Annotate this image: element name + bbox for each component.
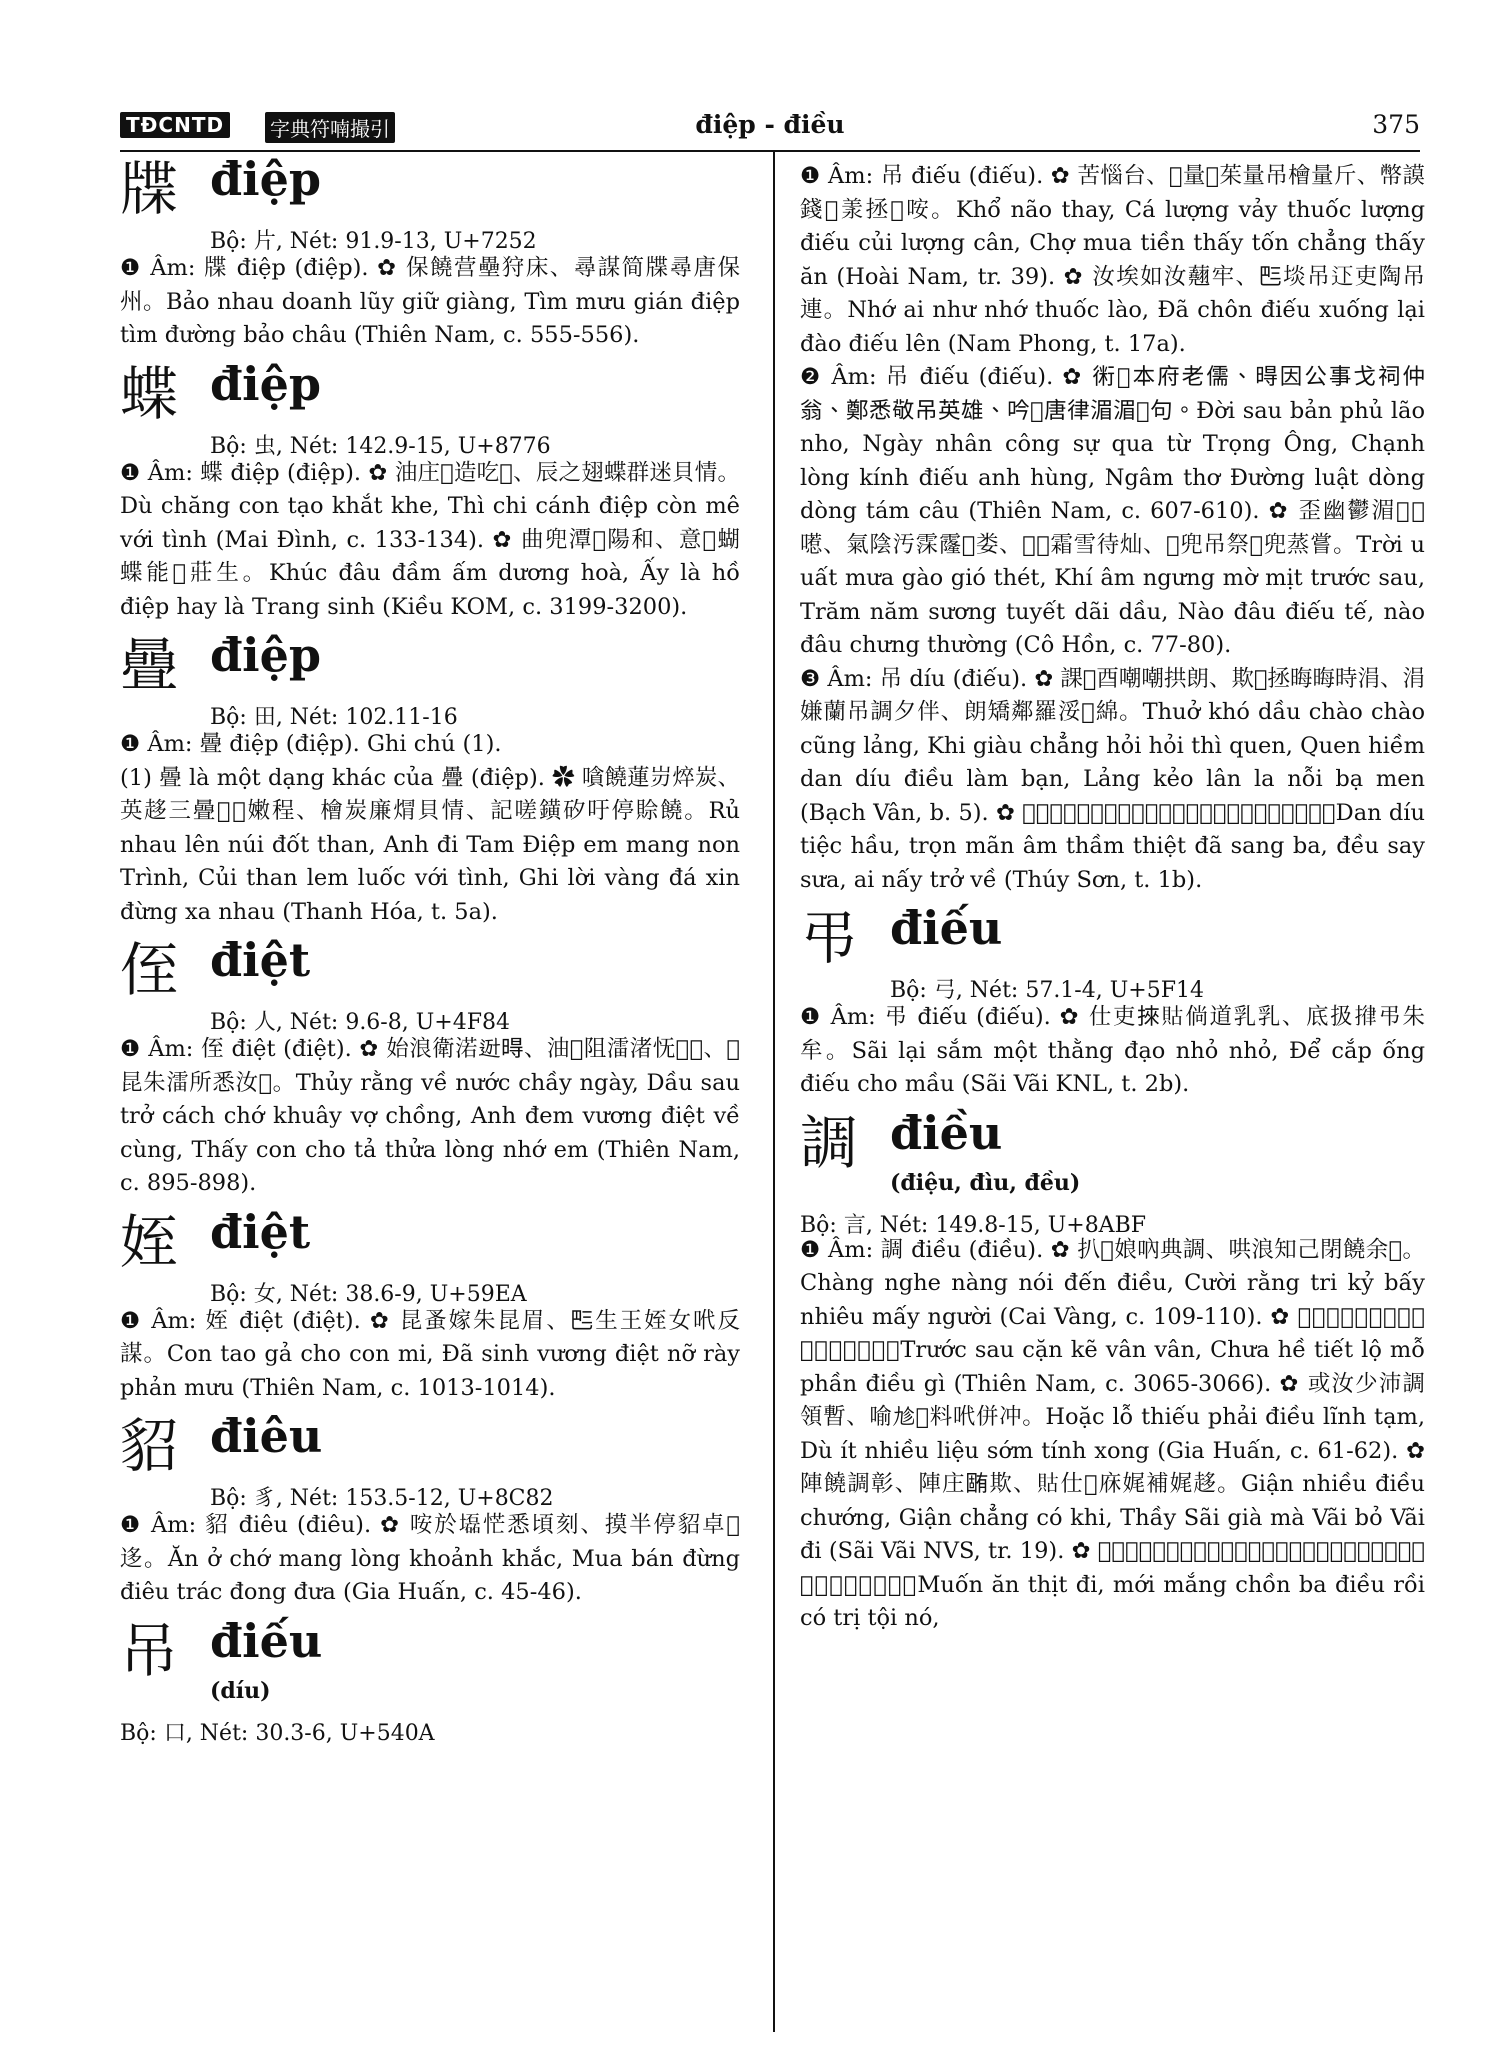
entry-radical-strokes: Bộ: 豸, Nét: 153.5-12, U+8C82 <box>210 1486 554 1511</box>
entry-radical-strokes: Bộ: 口, Nét: 30.3-6, U+540A <box>120 1720 435 1746</box>
running-head: điệp - điều <box>695 110 845 139</box>
entry-paragraph: ❶ Âm: 弔 điếu (điếu). ✿ 仕吏𢯦𧵑倘道乳乳、底扱𢯰弔朱牟。Sãi lại sắm một thằng đạo nhỏ nhỏ, Để cắp ống điếu cho mầu (Sãi Vãi KNL, t. 2b). <box>800 1004 1425 1097</box>
entry-radical-strokes: Bộ: 言, Nét: 149.8-15, U+8ABF <box>800 1212 1147 1238</box>
entry-header <box>120 356 740 459</box>
right-column <box>800 160 1425 1648</box>
dictionary-entry <box>120 1409 740 1610</box>
dictionary-entry <box>120 1204 740 1406</box>
entry-radical-strokes: Bộ: 人, Nét: 9.6-8, U+4F84 <box>210 1010 510 1035</box>
left-column <box>120 152 740 1754</box>
entry-hanzi: 曡 <box>120 631 179 699</box>
dictionary-entry <box>120 933 740 1201</box>
entry-headword: điêu <box>210 1409 323 1463</box>
entry-header <box>120 1613 740 1746</box>
entry-paragraph: ❶ Âm: 蝶 điệp (điệp). ✿ 油庄𢬣造吃𡁡、辰之翅蝶群迷貝情。Dù chăng con tạo khắt khe, Thì chi cánh điệp còn mê với tình (Mai Đình, c. 133-134). ✿ 曲兜潭𪽗陽和、意𢧚蝴蝶能𢧚莊生。Khúc đâu đầm ấm dương hoà, Ấy là hồ điệp hay là Trang sinh (Kiều KOM, c. 3199-3200). <box>120 459 740 620</box>
dictionary-entry <box>120 1613 740 1746</box>
entry-hanzi: 調 <box>800 1108 859 1177</box>
entry-paragraph: ❷ Âm: 吊 điếu (điếu). ✿ 𧗱𥪞本府老儒、𣈜因公事戈祠仲翁、鄭悉敬吊英雄、吟𪡇唐律湄湄𢆥句。Đời sau bản phủ lão nho, Ngày nhân công sự qua từ Trọng Ông, Chạnh lòng kính điếu anh hùng, Ngâm thơ Đường luật dòng dòng tám câu (Thiên Nam, c. 607-610). ✿ 歪幽鬱湄𩅹𩙍㘃、氣陰汚霂霳𤍇娄、𫢩𨑻霜雪待灿、𫢩兜吊祭𫢩兜蒸嘗。Trời u uất mưa gào gió thét, Khí âm ngưng mờ mịt trước sau, Trăm năm sương tuyết dãi dầu, Nào đâu điếu tế, nào đâu chưng thường (Cô Hồn, c. 77-80). <box>800 364 1425 658</box>
entry-hanzi: 姪 <box>120 1207 179 1276</box>
entry-radical-strokes: Bộ: 片, Nét: 91.9-13, U+7252 <box>210 229 537 254</box>
entry-headword: điệt <box>210 933 311 987</box>
dictionary-logo: TĐCNTD <box>120 112 230 138</box>
entry-header <box>120 933 740 1035</box>
entry-paragraph: (1) 曡 là một dạng khác của 疊 (điệp). ✿ 嗿饒蓮岃焠炭、英趍三曡𡛔𢗌嫩程、檜炭廉焨貝情、記嗟鐄矽吁停賒饒。Rủ nhau lên núi đốt than, Anh đi Tam Điệp em mang non Trình, Củi than lem luốc với tình, Ghi lời vàng đá xin đừng xa nhau (Thanh Hóa, t. 5a). <box>120 764 740 925</box>
entry-hanzi: 蝶 <box>120 359 179 428</box>
entry-hanzi: 侄 <box>120 936 179 1004</box>
entry-alt-readings: (điệu, đìu, đều) <box>890 1169 1081 1196</box>
entry-headword: điệt <box>210 1204 311 1259</box>
entry-paragraph: ❶ Âm: 貂 điêu (điêu). ✿ 咹於𡓃恾悉頃刻、摸半停貂卓𢬭迻。Ăn ở chớ mang lòng khoảnh khắc, Mua bán đừng điêu trác đong đưa (Gia Huấn, c. 45-46). <box>120 1512 740 1605</box>
page-number: 375 <box>1372 110 1420 139</box>
entry-radical-strokes: Bộ: 虫, Nét: 142.9-15, U+8776 <box>210 433 551 459</box>
entry-header <box>120 1409 740 1511</box>
entry-paragraph: ❸ Âm: 吊 díu (điếu). ✿ 課𤇮酉嘲嘲拱朗、欺𨇜拯晦晦時涓、涓嫌蘭吊調夕伴、朗矯鄰羅浽𢭄綿。Thuở khó dầu chào chào cũng lảng, Khi giàu chẳng hỏi hỏi thì quen, Quen hiềm dan díu điều làm bạn, Lảng kẻo lân la nỗi bạ men (Bạch Vân, b. 5). ✿ 𫢩吊席侯、論滿阴忱实𠀧𠀧巴、𥚄醝酾、埃乃𠭤術。Dan díu tiệc hầu, trọn mãn âm thầm thiệt đã sang ba, đều say sưa, ai nấy trở về (Thúy Sơn, t. 1b). <box>800 665 1425 893</box>
entry-radical-strokes: Bộ: 弓, Nét: 57.1-4, U+5F14 <box>890 978 1204 1003</box>
dictionary-entry <box>120 152 740 353</box>
entry-paragraph: ❶ Âm: 吊 điếu (điếu). ✿ 苦惱台、𩵜量𢭲茱量吊檜量斤、幣謨錢𧵑羕拯𧵑咹。Khổ não thay, Cá lượng vảy thuốc lượng điếu củi lượng cân, Chợ mua tiền thấy tốn chẳng thấy ăn (Hoài Nam, tr. 39). ✿ 汝埃如汝𧄍牢、𠀧埮吊𨑜吏陶吊連。Nhớ ai như nhớ thuốc lào, Đã chôn điếu xuống lại đào điếu lên (Nam Phong, t. 17a). <box>800 163 1425 357</box>
entry-alt-readings: (díu) <box>210 1677 271 1704</box>
entry-radical-strokes: Bộ: 田, Nét: 102.11-16 <box>210 705 458 730</box>
entry-paragraph: ❶ Âm: 姪 điệt (điệt). ✿ 昆蚤嫁朱昆眉、𠀧生王姪女𠰺反謀。Con tao gả cho con mi, Đã sinh vương điệt nỡ rày phản mưu (Thiên Nam, c. 1013-1014). <box>120 1307 740 1401</box>
entry-headword: điếu <box>210 1613 323 1668</box>
entry-headword: điệp <box>210 356 322 411</box>
entry-headword: điều <box>890 1105 1003 1160</box>
entry-hanzi: 弔 <box>800 904 859 972</box>
dictionary-entry <box>120 356 740 625</box>
dictionary-entry <box>800 901 1425 1102</box>
entry-hanzi: 吊 <box>120 1616 179 1685</box>
entry-paragraph: ❶ Âm: 牒 điệp (điệp). ✿ 保饒营壘狩床、尋謀简牒尋唐保州。Bảo nhau doanh lũy giữ giàng, Tìm mưu gián điệp tìm đường bảo châu (Thiên Nam, c. 555-556). <box>120 255 740 348</box>
entry-paragraph: ❶ Âm: 調 điều (điều). ✿ 扒𦖑娘吶典調、哄浪知己閉饒余𠊛。Chàng nghe nàng nói đến điều, Cười rằng tri kỷ bấy nhiêu mấy người (Cai Vàng, c. 109-110). ✿ 𨖲𥪞𠻀𠯹云云、渚兮泄漏某分調之。Trước sau cặn kẽ vân vân, Chưa hề tiết lộ mỗ phần điều gì (Thiên Nam, c. 3065-3066). ✿ 或汝少沛調領暫、喻𠃩𩯀料𠰺併冲。Hoặc lỗ thiếu phải điều lĩnh tạm, Dù ít nhiều liệu sớm tính xong (Gia Huấn, c. 61-62). ✿ 陣饒調彰、陣庄𣎏欺、𧵑仕𦝄庥娓補娓趍。Giận nhiều điều chướng, Giận chẳng có khi, Thầy Sãi già mà Vãi bỏ Vãi đi (Sãi Vãi NVS, tr. 19). ✿ 𠻵咹𦧘趍、買㗂𤠄𠀧調末𣎏治罪奴、眉倚眉𣎏才豸咍年之眉輕易蚤稽番。Muốn ăn thịt đi, mới mắng chồn ba điều rồi có trị tội nó, <box>800 1236 1425 1631</box>
entry-headword: điệp <box>210 152 322 206</box>
dictionary-entry <box>800 1105 1425 1636</box>
entry-headword: điệp <box>210 628 322 682</box>
page-header <box>120 110 1420 146</box>
dictionary-entry <box>120 628 740 929</box>
entry-headword: điếu <box>890 901 1003 955</box>
entry-header <box>120 1204 740 1307</box>
dictionary-entry <box>800 160 1425 897</box>
column-divider <box>773 152 775 2032</box>
entry-header <box>120 152 740 254</box>
nom-title-logo: 字典符喃撮引 <box>265 112 395 143</box>
entry-header <box>120 628 740 730</box>
entry-radical-strokes: Bộ: 女, Nét: 38.6-9, U+59EA <box>210 1281 527 1307</box>
entry-paragraph: ❶ Âm: 侄 điệt (điệt). ✿ 始浪衛渃𨒒𣈜、油𥪞阻㵢渚怃𡞕𫯳、𢭂昆朱㵢所悉汝𡛔。Thủy rằng về nước chầy ngày, Dầu sau trở cách chớ khuây vợ chồng, Anh đem vương điệt về cùng, Thấy con cho tả thửa lòng nhớ em (Thiên Nam, c. 895-898). <box>120 1036 740 1196</box>
entry-header <box>800 1105 1425 1238</box>
entry-header <box>800 901 1425 1003</box>
entry-hanzi: 貂 <box>120 1412 179 1480</box>
entry-paragraph: ❶ Âm: 曡 điệp (điệp). Ghi chú (1). <box>120 731 502 757</box>
entry-hanzi: 牒 <box>120 155 179 223</box>
